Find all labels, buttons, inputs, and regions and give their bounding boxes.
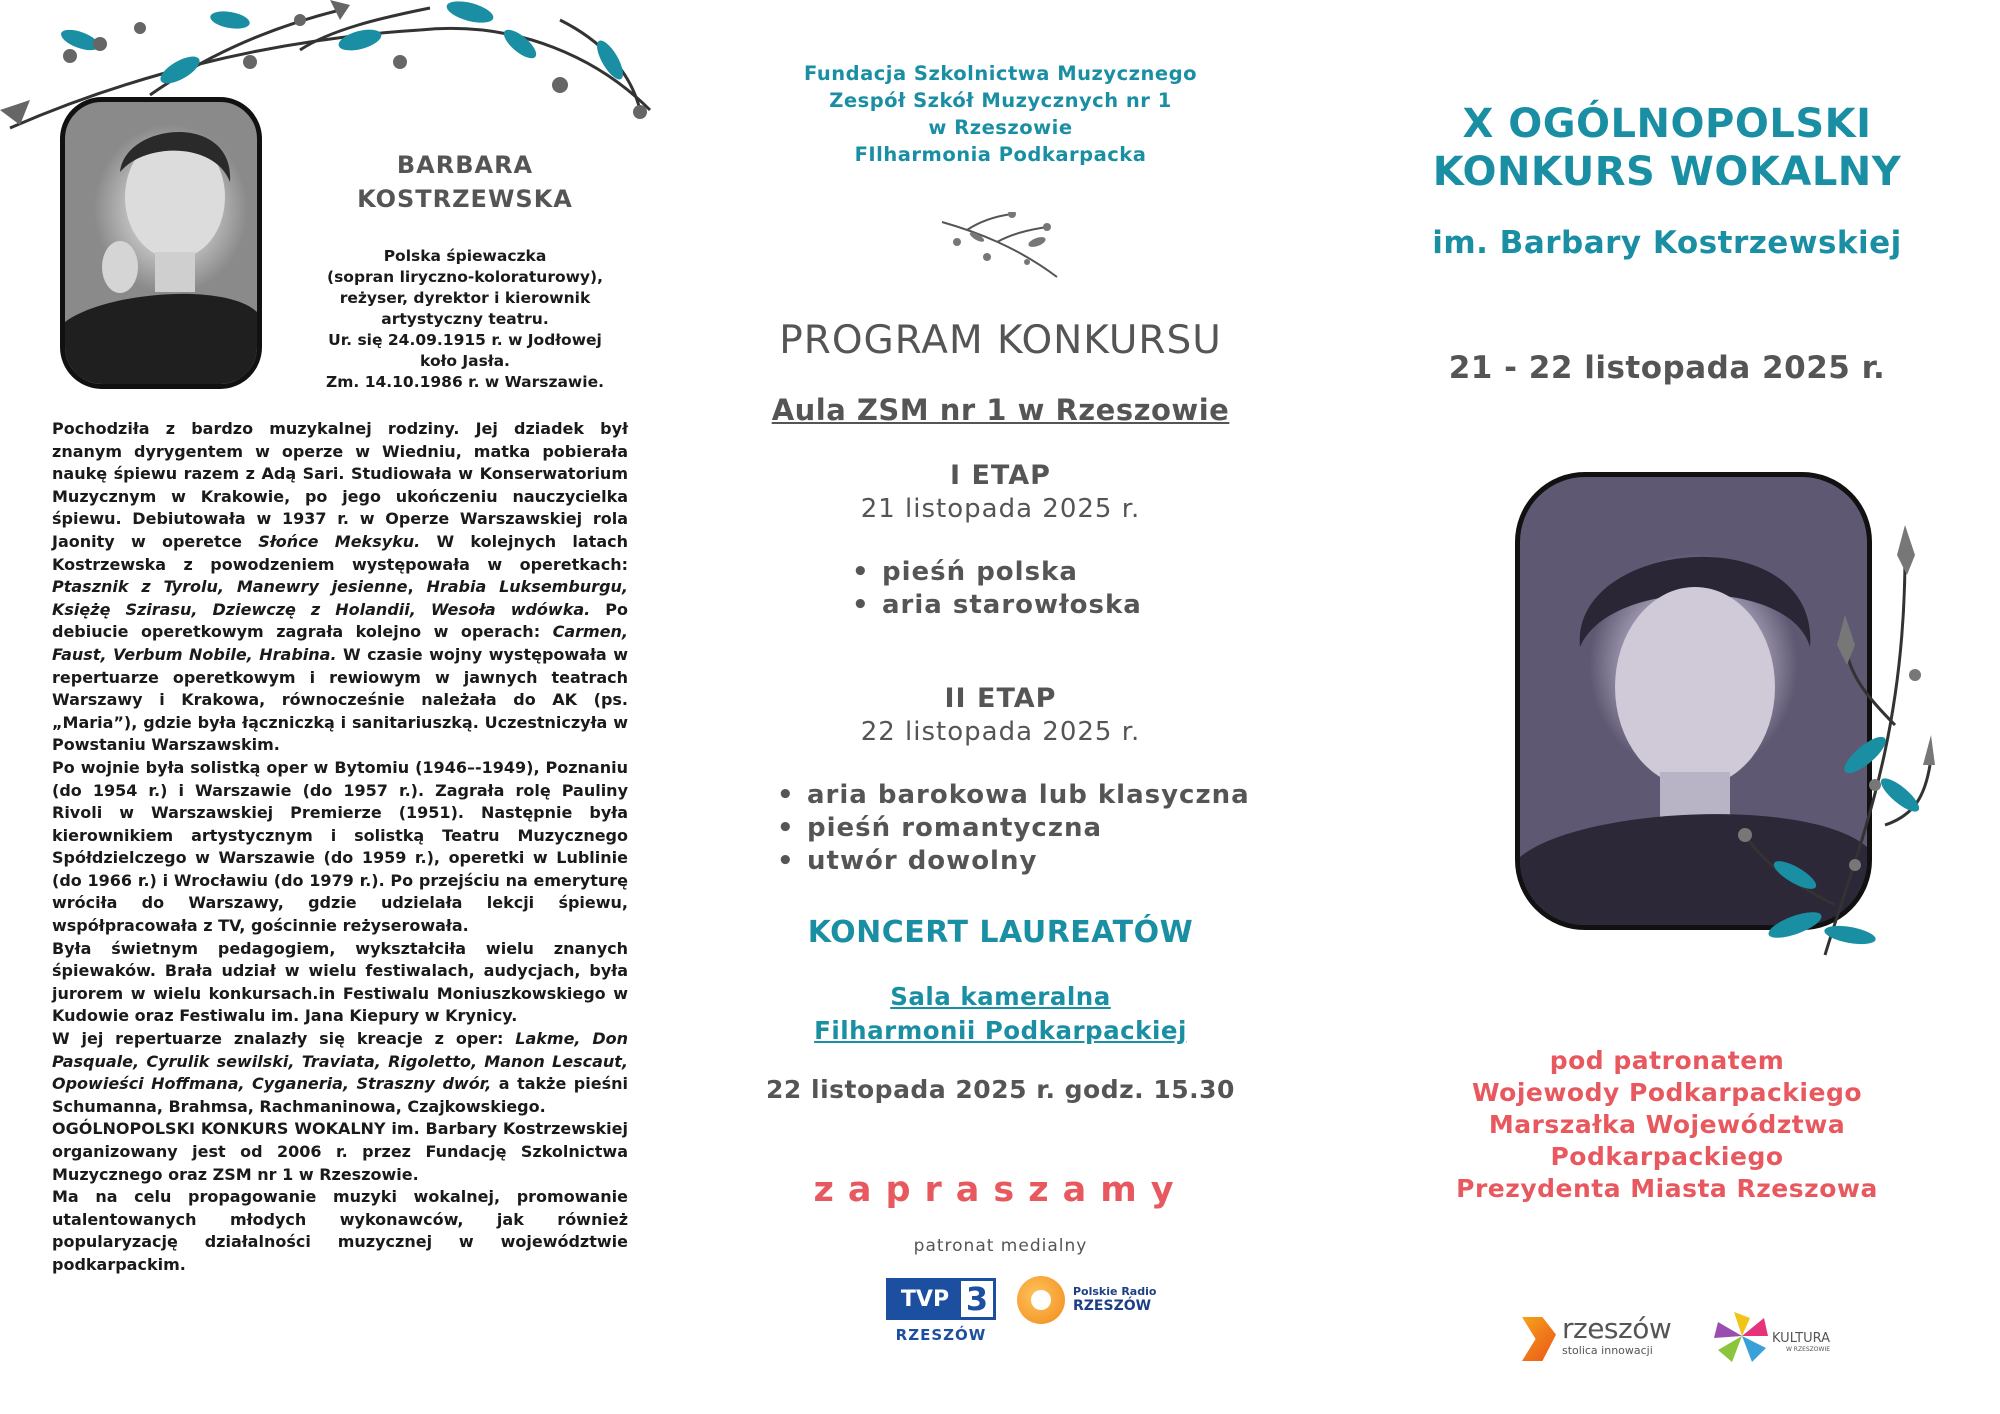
bio-short-line: (sopran liryczno-koloraturowy), [326, 268, 604, 286]
contest-dates: 21 - 22 listopada 2025 r. [1448, 350, 1886, 386]
radio-dot-icon [1017, 1276, 1065, 1324]
bio-paragraph: Była świetnym pedagogiem, wykształciła wielu znanych śpiewaków. Brała udział w wielu festiwalach, audycjach, była jurorem w wielu konkursach.in Festiwalu Moniuszkowskiego w Kudowie oraz Festiwalu im. Jana Kiepury w Krynicy. [52, 938, 628, 1026]
title-line: X OGÓLNOPOLSKI [1462, 101, 1872, 147]
contest-title [1334, 100, 2000, 196]
star-burst-icon [1712, 1308, 1772, 1364]
bio-paragraph: Ma na celu propagowanie muzyki wokalnej, promowanie utalentowanych młodych wykonawców, jak również popularyzację działalności muzycznej w województwie podkarpackim. [52, 1187, 628, 1274]
organizer-line: FIlharmonia Podkarpacka [854, 143, 1147, 166]
bio-text: W czasie wojny występowała w repertuarze operetkowym i rewiowym w jawnych teatrach Warszawy i Krakowa, równocześnie należała do AK (ps. „Maria”), gdzie była łączniczką i sanitariuszką. Uczestniczyła w Powstaniu Warszawskim. [52, 644, 628, 755]
rzeszow-logo-text: rzeszów [1562, 1312, 1672, 1345]
media-patron-label: patronat medialny [913, 1236, 1088, 1256]
rzeszow-logo-sub: stolica innowacji [1562, 1344, 1653, 1357]
laureates-concert-title: KONCERT LAUREATÓW [807, 915, 1194, 950]
kultura-logo-text: KULTURA [1772, 1331, 1830, 1346]
floral-branch-icon [937, 212, 1067, 282]
tvp-logo-text: TVP [889, 1281, 961, 1317]
list-item: • pieśń polska [852, 556, 1142, 589]
polskie-radio-logo [1017, 1276, 1167, 1326]
kultura-logo [1712, 1300, 1882, 1370]
bio-short-line: artystyczny teatru. [381, 310, 549, 328]
bio-italic: Ptasznik z Tyrolu, Manewry jesienne [52, 577, 408, 597]
stage-2-date: 22 listopada 2025 r. [860, 717, 1141, 747]
bio-text: , [407, 577, 427, 597]
kultura-logo-sub: W RZESZOWIE [1785, 1346, 1830, 1353]
bio-short-line: reżyser, dyrektor i kierownik [339, 289, 591, 307]
stage-2-title: II ETAP [944, 683, 1057, 714]
stage-1-date: 21 listopada 2025 r. [860, 494, 1141, 524]
organizers [667, 60, 1334, 168]
name-line-1: BARBARA [396, 151, 534, 179]
bio-paragraph: Po wojnie była solistką oper w Bytomiu (1946–-1949), Poznaniu (do 1954 r.) i Warszawie (do 1957 r.). Zagrała rolę Pauliny Rivoli w Warszawskiej Premierze (1951). Następnie była kierownikiem artystycznym i solistką Teatru Muzycznego Spółdzielczego w Warszawie (do 1959 r.), operetki w Lublinie (do 1966 r.) i Wrocławiu (do 1979 r.). Po przejściu na emeryturę wróciła do Warszawy, gdzie udzielała lekcji śpiewu, współpracowała z TV, gościnnie reżyserowała. [52, 757, 628, 936]
bio-short [290, 246, 640, 393]
bio-italic: Słońce Meksyku. [258, 531, 421, 551]
stage-1-list [852, 556, 1142, 622]
tvp-logo-city: RZESZÓW [895, 1326, 987, 1344]
patron-line: pod patronatem [1549, 1046, 1785, 1075]
patron-line: Wojewody Podkarpackiego [1471, 1078, 1863, 1107]
singer-name [280, 148, 650, 216]
bio-paragraph [52, 418, 628, 757]
portrait-photo [60, 97, 262, 389]
bio-italic: Lakme, Don Pasquale, Cyrulik sewilski, Traviata, Rigoletto, Manon Lescaut, Opowieści Hoffmana, Cyganeria, Straszny dwór, [52, 1029, 629, 1094]
concert-venue-link[interactable] [667, 980, 1334, 1048]
radio-logo-line-2: RZESZÓW [1073, 1298, 1152, 1314]
left-panel [0, 0, 667, 1414]
bio-short-line: koło Jasła. [420, 352, 510, 370]
contest-subtitle: im. Barbary Kostrzewskiej [1432, 225, 1902, 261]
floral-branch-icon [1675, 525, 1935, 975]
bio-short-line: Polska śpiewaczka [383, 247, 547, 265]
organizer-line: Fundacja Szkolnictwa Muzycznego [804, 62, 1197, 85]
bio-italic: Carmen, Faust, Verbum Nobile, Hrabina. [52, 622, 628, 664]
bio-paragraph [52, 1028, 628, 1118]
organizer-line: Zespół Szkół Muzycznych nr 1 [829, 89, 1172, 112]
tvp-logo-number: 3 [961, 1281, 993, 1317]
radio-logo-line-1: Polskie Radio [1073, 1285, 1157, 1298]
concert-venue-line[interactable]: Filharmonii Podkarpackiej [814, 1016, 1187, 1045]
bio-text: W kolejnych latach Kostrzewska z powodzeniem występowała w operetkach: [52, 531, 629, 574]
invite-text: zapraszamy [813, 1170, 1188, 1210]
biography-text [52, 418, 628, 1277]
patronage [1334, 1045, 2000, 1205]
bio-italic: Hrabia Luksemburgu, Księżę Szirasu, Dziewczę z Holandii, Wesoła wdówka. [52, 577, 628, 619]
bio-short-line: Zm. 14.10.1986 r. w Warszawie. [326, 373, 604, 391]
bio-short-line: Ur. się 24.09.1915 r. w Jodłowej [328, 331, 602, 349]
list-item: • utwór dowolny [777, 845, 1250, 878]
concert-date: 22 listopada 2025 r. godz. 15.30 [766, 1075, 1235, 1104]
name-line-2: KOSTRZEWSKA [357, 185, 573, 213]
stage-1-title: I ETAP [950, 460, 1051, 491]
patron-line: Prezydenta Miasta Rzeszowa [1456, 1174, 1878, 1203]
organizer-line: w Rzeszowie [928, 116, 1073, 139]
concert-venue-line[interactable]: Sala kameralna [890, 982, 1111, 1011]
bio-text: a także pieśni Schumanna, Brahmsa, Rachmaninowa, Czajkowskiego. [52, 1074, 628, 1116]
title-line: KONKURS WOKALNY [1432, 149, 1902, 195]
patron-line: Marszałka Województwa [1488, 1110, 1846, 1139]
bio-text: W jej repertuarze znalazły się kreacje z oper: [52, 1029, 516, 1049]
list-item: • aria barokowa lub klasyczna [777, 779, 1250, 812]
middle-panel [667, 0, 1334, 1414]
bio-text: Pochodziła z bardzo muzykalnej rodziny. Jej dziadek był znanym dyrygentem w operze w Wiedniu, matka pobierała naukę śpiewu razem z Adą Sari. Studiowała w Konserwatorium Muzycznym w Krakowie, po jego ukończeniu nauczycielka śpiewu. Debiutowała w 1937 r. w Operze Warszawskiej rola Jaonity w operetce [52, 419, 628, 551]
rzeszow-mark-icon [1522, 1317, 1556, 1361]
venue-link[interactable]: Aula ZSM nr 1 w Rzeszowie [771, 393, 1230, 427]
program-title: PROGRAM KONKURSU [779, 318, 1222, 363]
list-item: • pieśń romantyczna [777, 812, 1250, 845]
tvp3-logo [885, 1278, 997, 1344]
patron-line: Podkarpackiego [1550, 1142, 1784, 1171]
bio-text: Po debiucie operetkowym zagrała kolejno w operach: [52, 599, 628, 642]
stage-2-list [777, 779, 1250, 878]
rzeszow-logo [1522, 1312, 1672, 1365]
list-item: • aria starowłoska [852, 589, 1142, 622]
bio-paragraph: OGÓLNOPOLSKI KONKURS WOKALNY im. Barbary Kostrzewskiej organizowany jest od 2006 r. przez Fundację Szkolnictwa Muzycznego oraz ZSM nr 1 w Rzeszowie. [52, 1119, 628, 1184]
